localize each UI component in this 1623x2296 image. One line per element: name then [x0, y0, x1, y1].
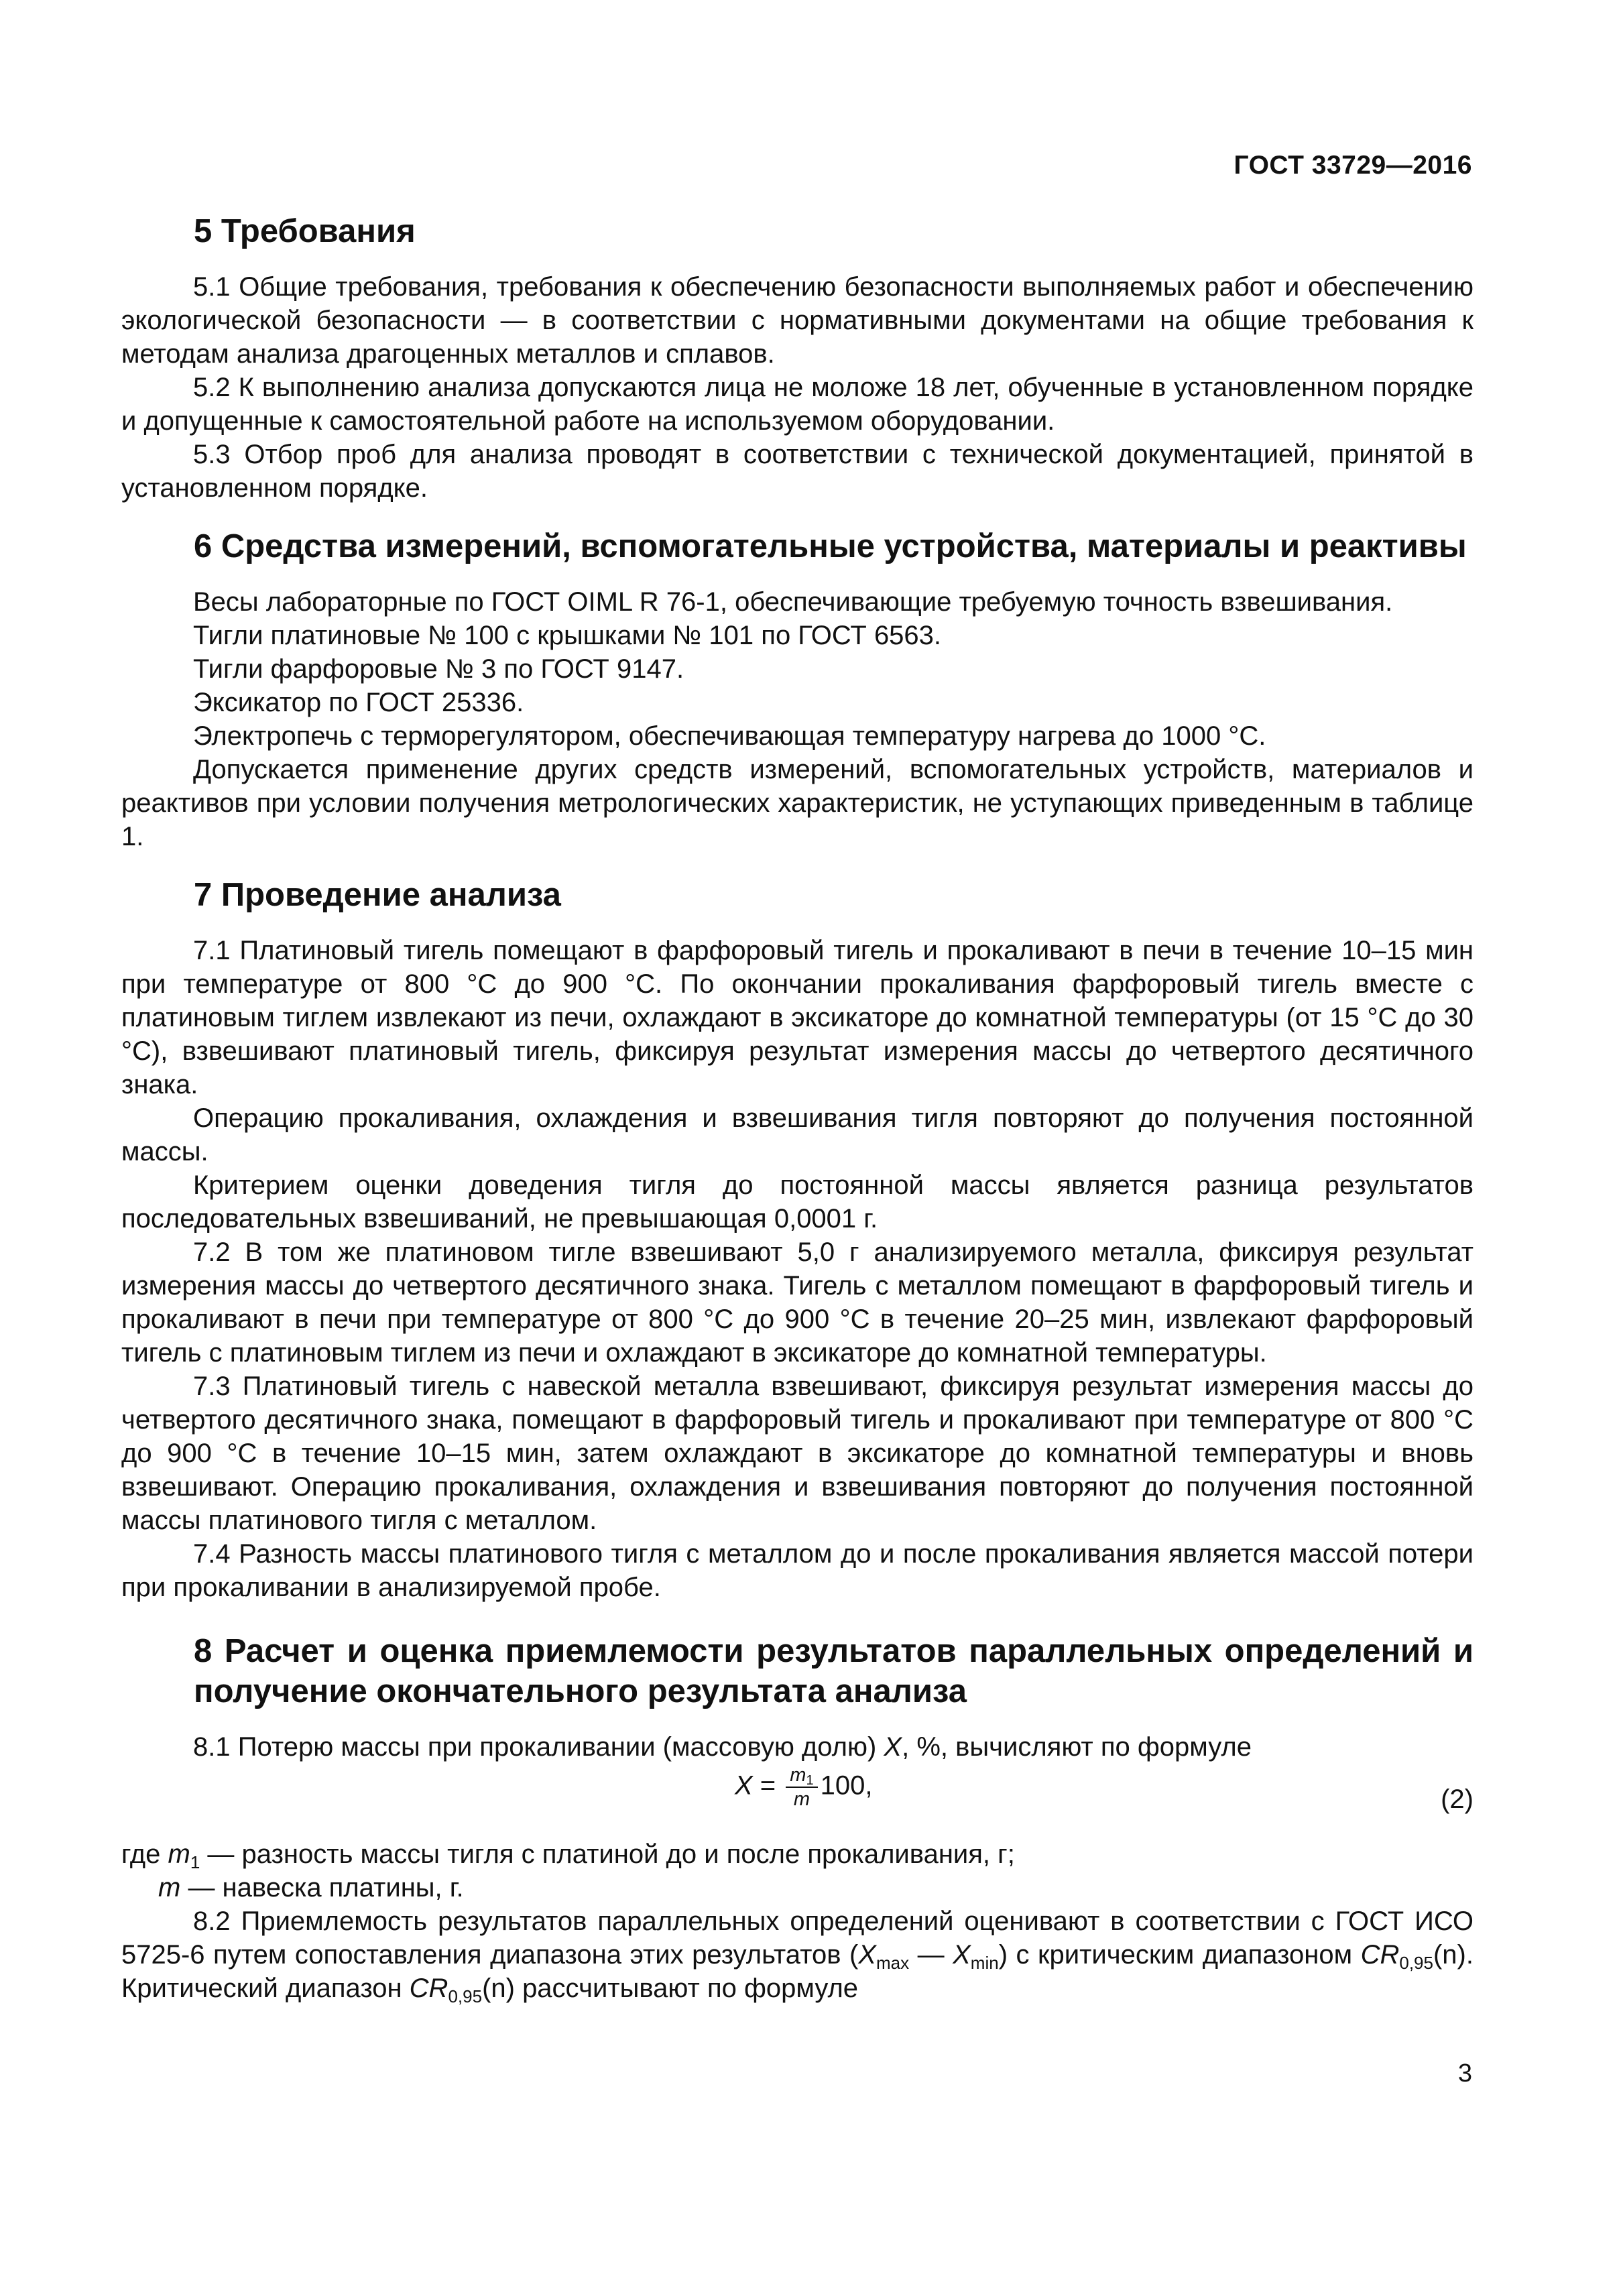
formula-legend-m: m — навеска платины, г.: [158, 1873, 464, 1902]
section-5-title: 5 Требования: [194, 213, 416, 249]
formula-legend-m1: где $m_1$ — разность массы тигля с платиной до и после прокаливания, г;: [121, 1839, 1015, 1872]
paragraph-7-3: 7.3 Платиновый тигель с навеской металла взвешивают, фиксируя результат измерения массы до четвертого десятичного знака, помещают в фарфоровый тигель и прокаливают при температуре от 800 °С до 900 °С в течение 10–15 мин, затем охлаждают в эксикаторе до комнатной температуры и вновь взвешивают. Операцию прокаливания, охлаждения и взвешивания повторяют до получения постоянной массы платинового тигля с металлом.: [121, 1372, 1474, 1535]
paragraph-5-1: 5.1 Общие требования, требования к обеспечению безопасности выполняемых работ и обеспечению экологической безопасности — в соответствии с нормативными документами на общие требования к методам анализа драгоценных металлов и сплавов.: [121, 272, 1474, 369]
section-6-title: 6 Средства измерений, вспомогательные устройства, материалы и реактивы: [194, 528, 1467, 564]
formula-expression: X = $\frac{m_1}{m}$ 100,: [735, 1764, 873, 1810]
equipment-item-furnace: Электропечь с терморегулятором, обеспечивающая температуру нагрева до 1000 °С.: [193, 721, 1266, 751]
document-code: ГОСТ 33729—2016: [1234, 151, 1472, 180]
page-number: 3: [1457, 2059, 1472, 2088]
paragraph-7-1-repeat: Операцию прокаливания, охлаждения и взвешивания тигля повторяют до получения постоянной массы.: [121, 1103, 1474, 1166]
equipment-item-desiccator: Эксикатор по ГОСТ 25336.: [193, 688, 524, 717]
equation-number: (2): [1441, 1785, 1474, 1814]
section-8-title: 8 Расчет и оценка приемлемости результатов параллельных определений и получение окончательного результата анализа: [194, 1633, 1474, 1709]
paragraph-5-3: 5.3 Отбор проб для анализа проводят в соответствии с технической документацией, принятой в установленном порядке.: [121, 440, 1474, 503]
section-7-title: 7 Проведение анализа: [194, 877, 561, 913]
paragraph-8-2: 8.2 Приемлемость результатов параллельных определений оценивают в соответствии с ГОСТ ИСО 5725-6 путем сопоставления диапазона этих результатов ($X_{max}$ — $X_{min}$) с критическим диапазоном $CR_{0,95}(n)$. Критический диапазон $CR_{0,95}(n)$ рассчитывают по формуле: [121, 1907, 1474, 2006]
paragraph-7-4: 7.4 Разность массы платинового тигля с металлом до и после прокаливания является массой потери при прокаливании в анализируемой пробе.: [121, 1539, 1474, 1602]
equipment-item-platinum-crucibles: Тигли платиновые № 100 с крышками № 101 по ГОСТ 6563.: [193, 621, 942, 650]
paragraph-7-2: 7.2 В том же платиновом тигле взвешивают 5,0 г анализируемого металла, фиксируя результат измерения массы до четвертого десятичного знака. Тигель с металлом помещают в фарфоровый тигель и прокаливают в печи при температуре от 800 °С до 900 °С в течение 20–25 мин, извлекают фарфоровый тигель с платиновым тиглем из печи и охлаждают в эксикаторе до комнатной температуры.: [121, 1237, 1474, 1368]
paragraph-5-2: 5.2 К выполнению анализа допускаются лица не моложе 18 лет, обученные в установленном порядке и допущенные к самостоятельной работе на используемом оборудовании.: [121, 373, 1474, 436]
formula-2: [121, 1764, 1474, 1837]
paragraph-7-1: 7.1 Платиновый тигель помещают в фарфоровый тигель и прокаливают в печи в течение 10–15 мин при температуре от 800 °С до 900 °С. По окончании прокаливания фарфоровый тигель вместе с платиновым тиглем извлекают из печи, охлаждают в эксикаторе до комнатной температуры (от 15 °С до 30 °С), взвешивают платиновый тигель, фиксируя результат измерения массы до четвертого десятичного знака.: [121, 936, 1474, 1099]
equipment-item-porcelain-crucibles: Тигли фарфоровые № 3 по ГОСТ 9147.: [193, 654, 684, 684]
equipment-note: Допускается применение других средств измерений, вспомогательных устройств, материалов и реактивов при условии получения метрологических характеристик, не уступающих приведенным в таблице 1.: [121, 755, 1474, 851]
paragraph-7-1-criterion: Критерием оценки доведения тигля до постоянной массы является разница результатов последовательных взвешиваний, не превышающая 0,0001 г.: [121, 1170, 1474, 1233]
formula-fraction: $\frac{m_1}{m}$: [786, 1764, 817, 1811]
paragraph-8-1: 8.1 Потерю массы при прокаливании (массовую долю) X, %, вычисляют по формуле: [193, 1732, 1252, 1762]
equipment-item-scales: Весы лабораторные по ГОСТ OIML R 76-1, обеспечивающие требуемую точность взвешивания.: [193, 587, 1393, 617]
page-body: [121, 211, 1474, 2005]
